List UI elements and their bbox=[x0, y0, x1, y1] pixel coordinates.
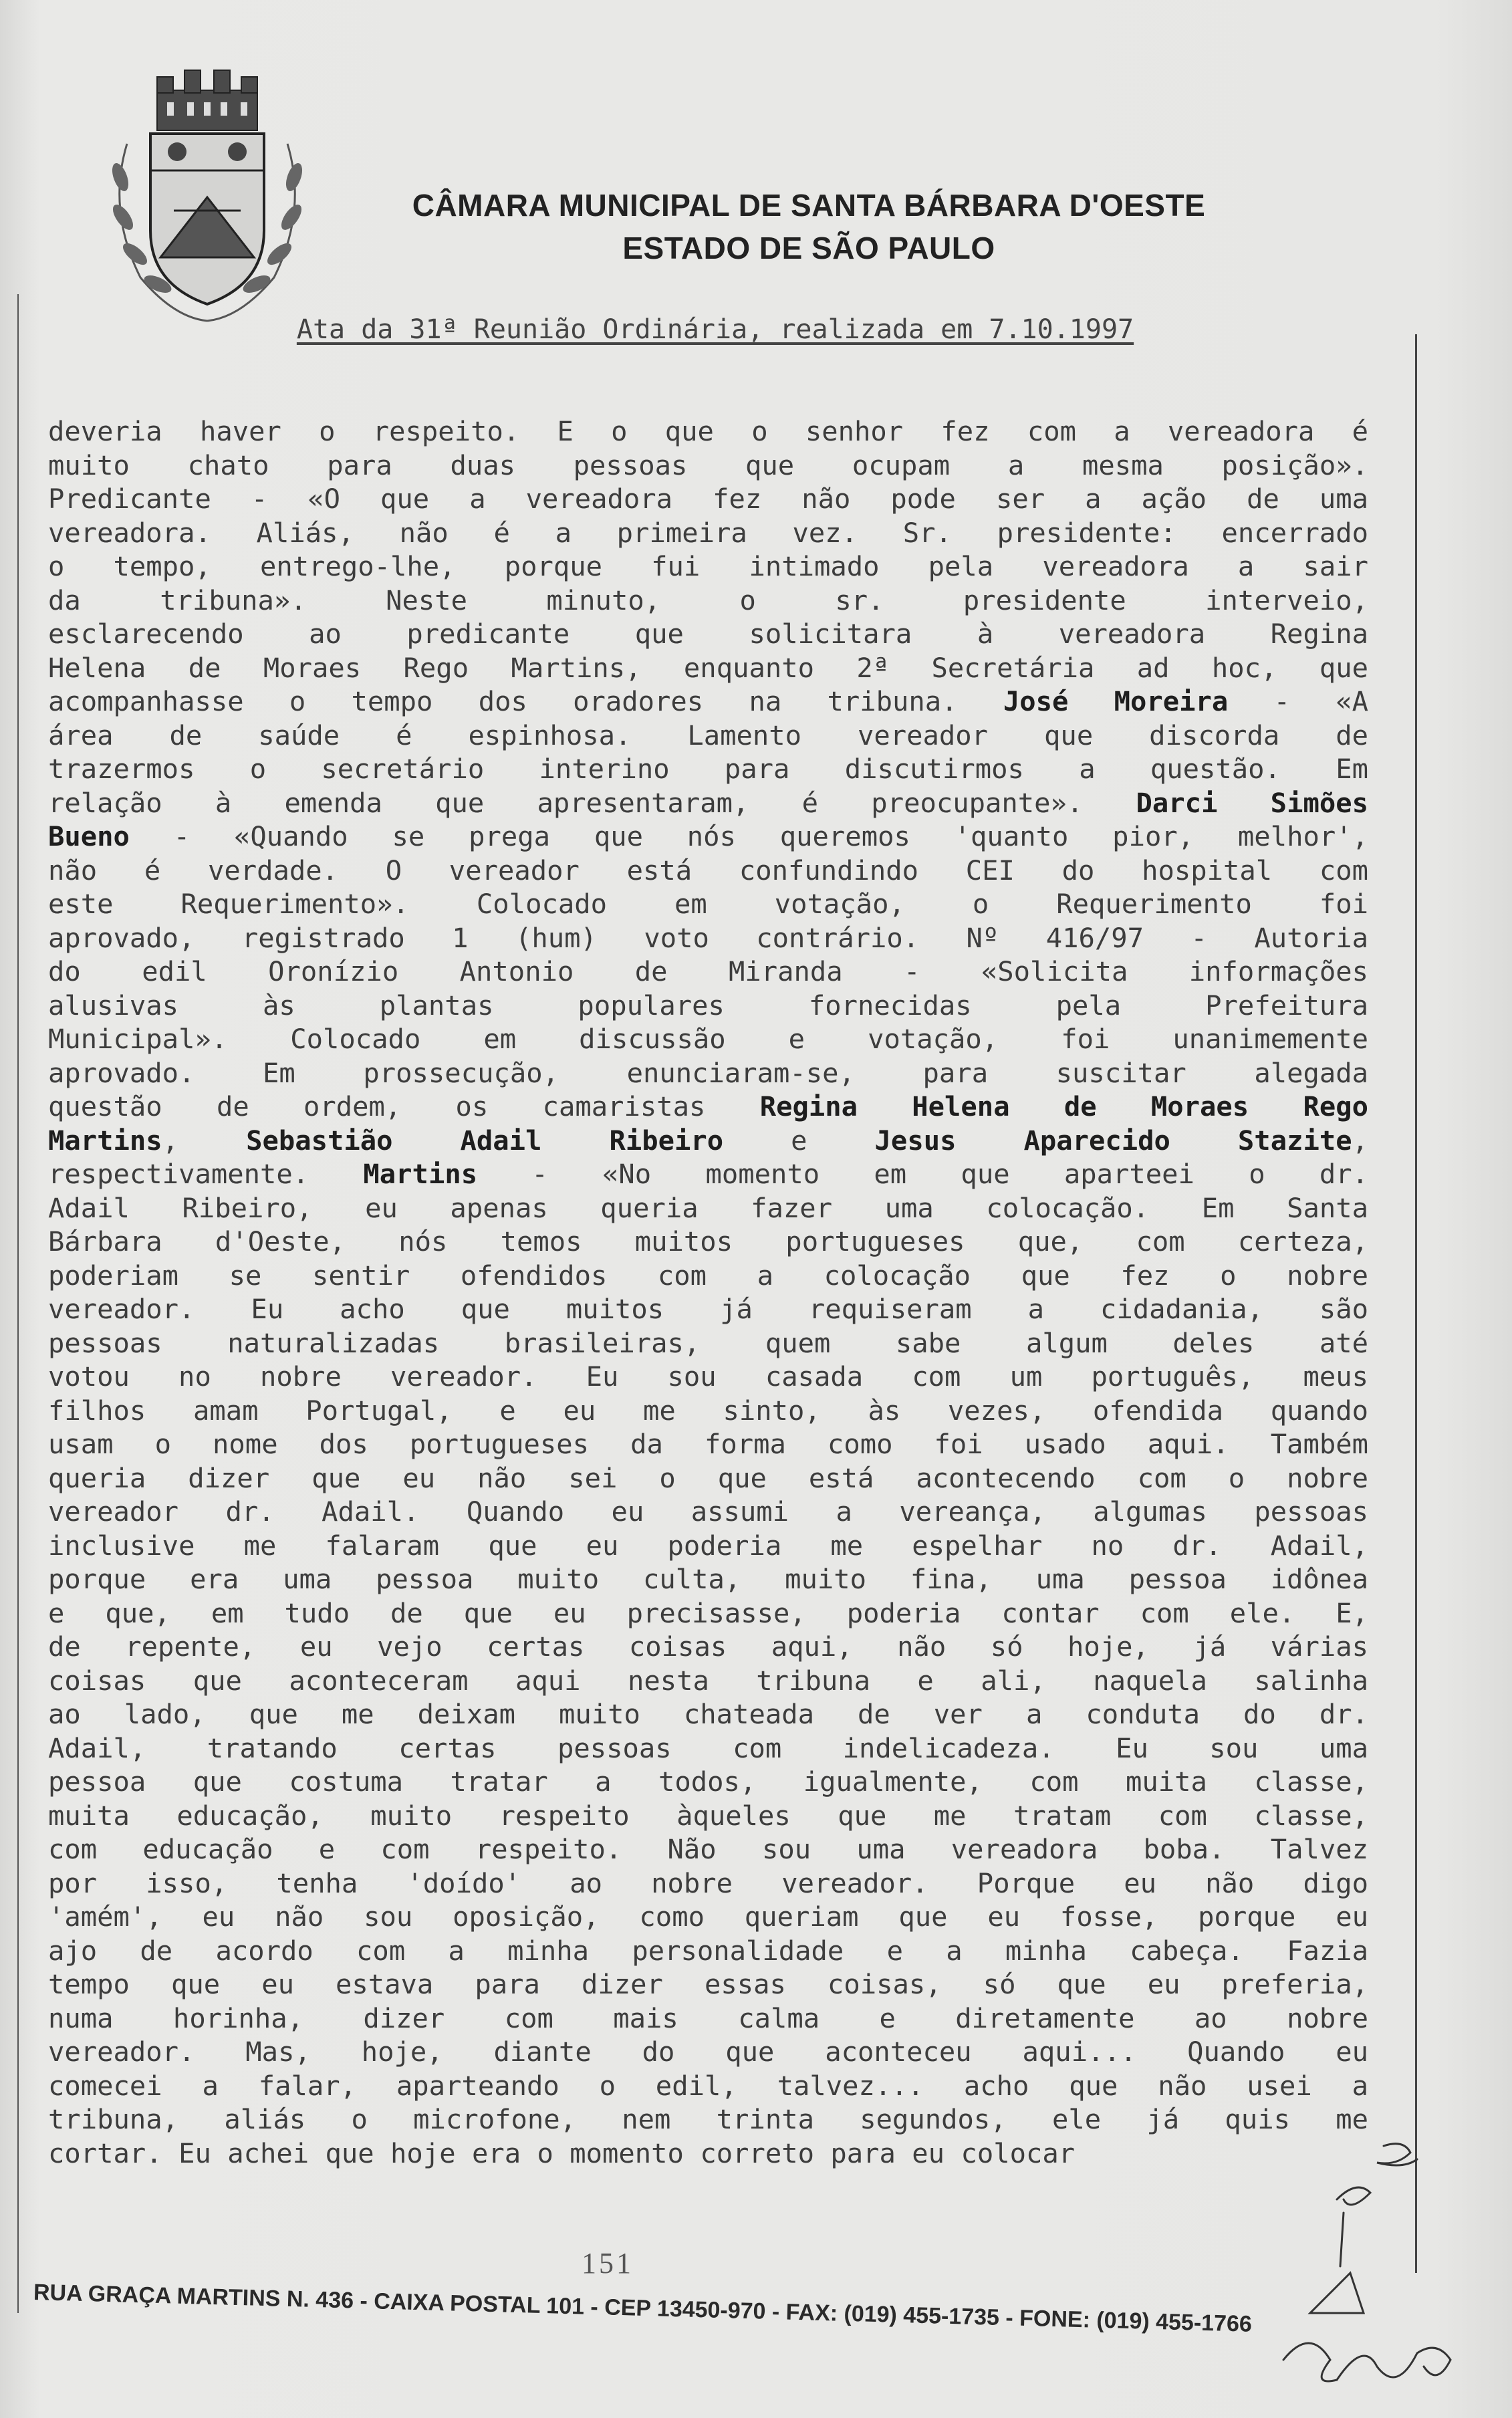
text-run: esclarecendo ao predicante que solicitara à vereadora Regina bbox=[48, 618, 1368, 650]
text-line bbox=[48, 1191, 1368, 1225]
text-line bbox=[48, 1799, 1368, 1833]
speaker-name: Jesus Aparecido Stazite bbox=[874, 1124, 1352, 1157]
text-run: vereador. Eu acho que muitos já requiseram a cidadania, são bbox=[48, 1293, 1368, 1325]
text-line bbox=[48, 1765, 1368, 1799]
text-run: Bárbara d'Oeste, nós temos muitos portugueses que, com certeza, bbox=[48, 1225, 1368, 1257]
speaker-name: Regina Helena de Moraes Rego bbox=[759, 1090, 1368, 1122]
text-run: da tribuna». Neste minuto, o sr. presidente interveio, bbox=[48, 584, 1368, 616]
text-line bbox=[48, 1900, 1368, 1934]
text-run: e bbox=[723, 1124, 875, 1157]
text-run: filhos amam Portugal, e eu me sinto, às vezes, ofendida quando bbox=[48, 1394, 1368, 1427]
text-line bbox=[48, 1056, 1368, 1090]
speaker-name: Sebastião Adail Ribeiro bbox=[246, 1124, 724, 1157]
text-line bbox=[48, 1124, 1368, 1158]
text-line bbox=[48, 1866, 1368, 1901]
text-run: aprovado. Em prossecução, enunciaram-se, para suscitar alegada bbox=[48, 1056, 1368, 1089]
left-margin-rule bbox=[17, 294, 19, 2313]
text-line bbox=[48, 617, 1368, 651]
text-line bbox=[48, 1664, 1368, 1698]
text-run: muito chato para duas pessoas que ocupam a mesma posição». bbox=[48, 449, 1368, 481]
text-run: 'amém', eu não sou oposição, como queriam que eu fosse, porque eu bbox=[48, 1901, 1368, 1933]
text-line bbox=[48, 651, 1368, 685]
text-run: este Requerimento». Colocado em votação, o Requerimento foi bbox=[48, 888, 1368, 920]
text-run: ao lado, que me deixam muito chateada de ver a conduta do dr. bbox=[48, 1698, 1368, 1730]
state-name: ESTADO DE SÃO PAULO bbox=[622, 231, 995, 265]
text-run: votou no nobre vereador. Eu sou casada com um português, meus bbox=[48, 1360, 1368, 1393]
text-run: Adail Ribeiro, eu apenas queria fazer uma colocação. Em Santa bbox=[48, 1191, 1368, 1224]
text-run: tempo que eu estava para dizer essas coisas, só que eu preferia, bbox=[48, 1968, 1368, 2000]
text-line bbox=[48, 820, 1368, 854]
text-run: alusivas às plantas populares fornecidas pela Prefeitura bbox=[48, 989, 1368, 1021]
speaker-name: Bueno bbox=[48, 820, 130, 852]
text-run: do edil Oronízio Antonio de Miranda - «Solicita informações bbox=[48, 955, 1368, 987]
text-line bbox=[48, 1731, 1368, 1766]
text-run: tribuna, aliás o microfone, nem trinta segundos, ele já quis me bbox=[48, 2103, 1368, 2135]
minutes-body bbox=[48, 414, 1368, 2170]
text-run: comecei a falar, aparteando o edil, talvez... acho que não usei a bbox=[48, 2069, 1368, 2102]
text-run: por isso, tenha 'doído' ao nobre vereador. Porque eu não digo bbox=[48, 1866, 1368, 1899]
text-line bbox=[48, 2137, 1368, 2171]
text-run: - «Quando se prega que nós queremos 'quanto pior, melhor', bbox=[129, 820, 1368, 852]
text-line bbox=[48, 1967, 1368, 2002]
text-line bbox=[48, 786, 1368, 820]
text-run: vereador dr. Adail. Quando eu assumi a vereança, algumas pessoas bbox=[48, 1495, 1368, 1528]
text-line bbox=[48, 1934, 1368, 1968]
text-run: vereadora. Aliás, não é a primeira vez. Sr. presidente: encerrado bbox=[48, 516, 1368, 549]
text-run: coisas que aconteceram aqui nesta tribuna e ali, naquela salinha bbox=[48, 1664, 1368, 1697]
text-line bbox=[48, 685, 1368, 719]
text-line bbox=[48, 584, 1368, 618]
text-line bbox=[48, 2002, 1368, 2036]
speaker-name: Martins bbox=[48, 1124, 162, 1157]
text-run: e que, em tudo de que eu precisasse, poderia contar com ele. E, bbox=[48, 1596, 1368, 1629]
text-line bbox=[48, 1495, 1368, 1529]
footer-address: RUA GRAÇA MARTINS N. 436 - CAIXA POSTAL 101 - CEP 13450-970 - FAX: (019) 455-1735 - FONE: (019) 455-1766 bbox=[33, 2280, 1253, 2337]
text-line bbox=[48, 1259, 1368, 1293]
text-line bbox=[48, 449, 1368, 483]
handwritten-signature bbox=[1270, 2139, 1491, 2407]
text-line bbox=[48, 2069, 1368, 2103]
text-run: ajo de acordo com a minha personalidade e a minha cabeça. Fazia bbox=[48, 1934, 1368, 1967]
text-line bbox=[48, 1360, 1368, 1394]
text-line bbox=[48, 2102, 1368, 2137]
text-run: muita educação, muito respeito àqueles que me tratam com classe, bbox=[48, 1799, 1368, 1832]
text-line bbox=[48, 1394, 1368, 1428]
text-line bbox=[48, 1596, 1368, 1630]
text-run: vereador. Mas, hoje, diante do que aconteceu aqui... Quando eu bbox=[48, 2036, 1368, 2068]
text-run: deveria haver o respeito. E o que o senhor fez com a vereadora é bbox=[48, 415, 1368, 447]
text-run: o tempo, entrego-lhe, porque fui intimado pela vereadora a sair bbox=[48, 550, 1368, 582]
text-line bbox=[48, 1090, 1368, 1124]
text-run: porque era uma pessoa muito culta, muito fina, uma pessoa idônea bbox=[48, 1563, 1368, 1595]
text-run: respectivamente. bbox=[48, 1158, 364, 1190]
text-run: Helena de Moraes Rego Martins, enquanto 2ª Secretária ad hoc, que bbox=[48, 651, 1368, 684]
text-run: cortar. Eu achei que hoje era o momento correto para eu colocar bbox=[48, 2137, 1076, 2169]
text-run: , bbox=[162, 1124, 247, 1157]
text-line bbox=[48, 2035, 1368, 2069]
text-run: queria dizer que eu não sei o que está acontecendo com o nobre bbox=[48, 1461, 1368, 1494]
text-line bbox=[48, 1630, 1368, 1664]
text-run: numa horinha, dizer com mais calma e diretamente ao nobre bbox=[48, 2002, 1368, 2034]
text-line bbox=[48, 887, 1368, 921]
text-line bbox=[48, 1427, 1368, 1461]
text-run: Predicante - «O que a vereadora fez não pode ser a ação de uma bbox=[48, 483, 1368, 515]
text-run: - «No momento em que aparteei o dr. bbox=[477, 1158, 1368, 1190]
text-run: poderiam se sentir ofendidos com a colocação que fez o nobre bbox=[48, 1259, 1368, 1292]
text-line bbox=[48, 1292, 1368, 1326]
text-run: - «A bbox=[1228, 685, 1368, 717]
text-run: Adail, tratando certas pessoas com indelicadeza. Eu sou uma bbox=[48, 1731, 1368, 1764]
text-line bbox=[48, 482, 1368, 516]
text-line bbox=[48, 1225, 1368, 1259]
page-number: 151 bbox=[582, 2247, 634, 2280]
institution-name: CÂMARA MUNICIPAL DE SANTA BÁRBARA D'OESTE bbox=[412, 188, 1206, 223]
speaker-name: Martins bbox=[363, 1158, 478, 1190]
text-run: acompanhasse o tempo dos oradores na tribuna. bbox=[48, 685, 1003, 717]
text-line bbox=[48, 1697, 1368, 1731]
text-run: não é verdade. O vereador está confundindo CEI do hospital com bbox=[48, 854, 1368, 886]
speaker-name: José Moreira bbox=[1003, 685, 1229, 717]
text-line bbox=[48, 1022, 1368, 1056]
text-line bbox=[48, 1461, 1368, 1495]
text-run: de repente, eu vejo certas coisas aqui, não só hoje, já várias bbox=[48, 1630, 1368, 1663]
text-run: relação à emenda que apresentaram, é preocupante». bbox=[48, 786, 1136, 819]
text-line bbox=[48, 955, 1368, 989]
text-run: usam o nome dos portugueses da forma como foi usado aqui. Também bbox=[48, 1428, 1368, 1460]
text-line bbox=[48, 1157, 1368, 1191]
text-line bbox=[48, 1326, 1368, 1360]
letterhead-title bbox=[374, 184, 1243, 269]
text-line bbox=[48, 719, 1368, 753]
text-line bbox=[48, 516, 1368, 550]
text-line bbox=[48, 921, 1368, 955]
municipal-coat-of-arms-icon bbox=[100, 64, 314, 324]
text-run: com educação e com respeito. Não sou uma vereadora boba. Talvez bbox=[48, 1833, 1368, 1865]
text-line bbox=[48, 1529, 1368, 1563]
text-line bbox=[48, 752, 1368, 786]
text-run: inclusive me falaram que eu poderia me espelhar no dr. Adail, bbox=[48, 1529, 1368, 1562]
text-run: pessoa que costuma tratar a todos, igualmente, com muita classe, bbox=[48, 1766, 1368, 1798]
text-line bbox=[48, 414, 1368, 449]
text-run: área de saúde é espinhosa. Lamento vereador que discorda de bbox=[48, 719, 1368, 751]
text-run: aprovado, registrado 1 (hum) voto contrário. Nº 416/97 - Autoria bbox=[48, 921, 1368, 954]
right-margin-rule bbox=[1415, 334, 1417, 2273]
text-run: questão de ordem, os camaristas bbox=[48, 1090, 760, 1122]
text-line bbox=[48, 854, 1368, 888]
speaker-name: Darci Simões bbox=[1136, 786, 1368, 819]
text-line bbox=[48, 989, 1368, 1023]
text-line bbox=[48, 1832, 1368, 1866]
text-run: , bbox=[1352, 1124, 1368, 1157]
text-line bbox=[48, 1562, 1368, 1596]
text-run: Municipal». Colocado em discussão e votação, foi unanimemente bbox=[48, 1023, 1368, 1055]
text-line bbox=[48, 550, 1368, 584]
text-run: trazermos o secretário interino para discutirmos a questão. Em bbox=[48, 753, 1368, 785]
text-run: pessoas naturalizadas brasileiras, quem sabe algum deles até bbox=[48, 1326, 1368, 1359]
minutes-title: Ata da 31ª Reunião Ordinária, realizada em 7.10.1997 bbox=[296, 314, 1134, 345]
